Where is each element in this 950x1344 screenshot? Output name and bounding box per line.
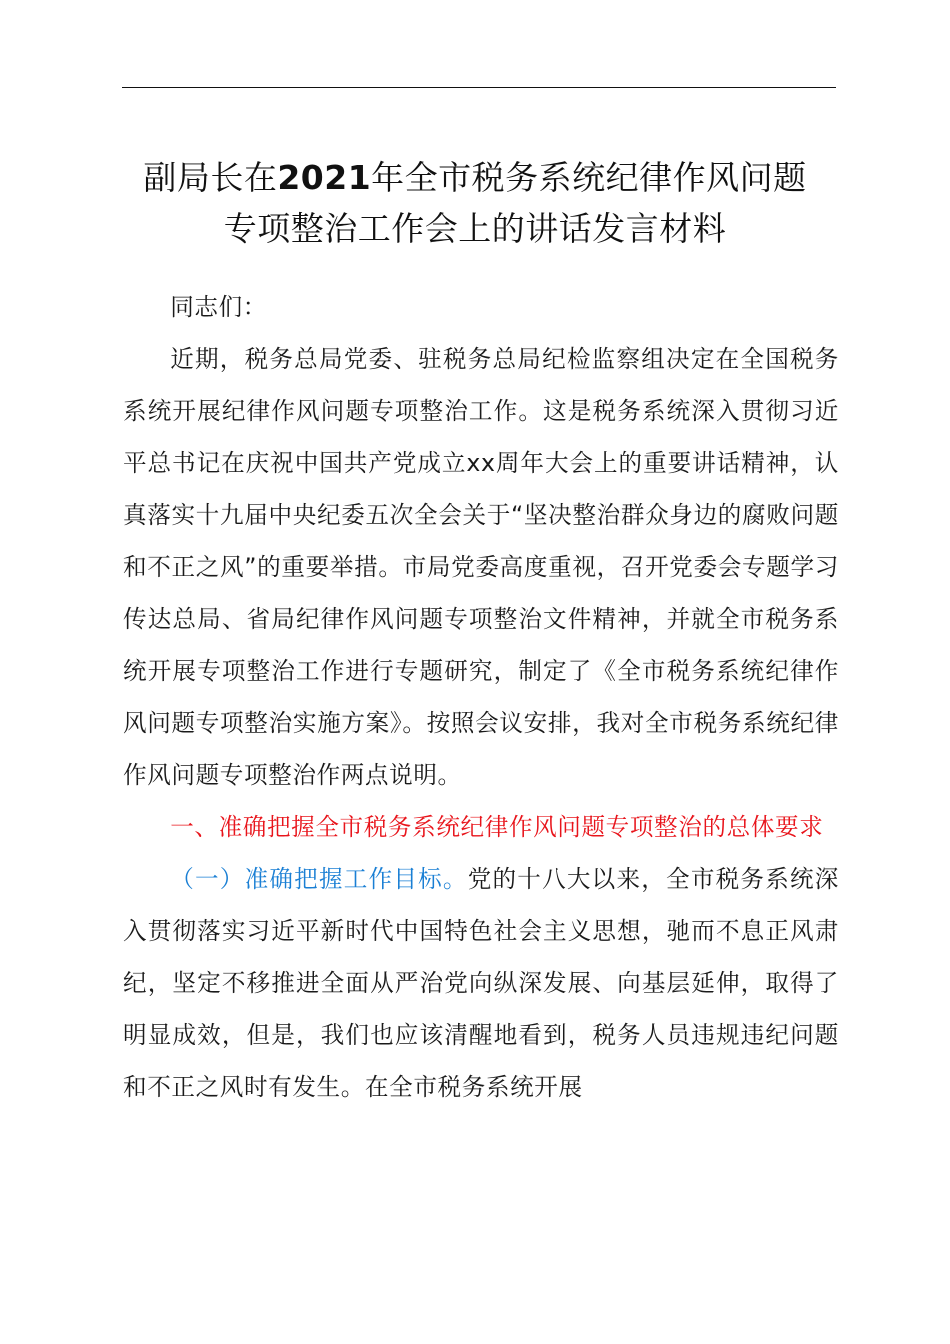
title-line1-post: 年全市税务系统纪律作风问题: [371, 158, 807, 197]
title-line1-pre: 副局长在: [143, 158, 278, 197]
subsection-heading: （一）准确把握工作目标。: [170, 865, 468, 893]
section-heading: 一、准确把握全市税务系统纪律作风问题专项整治的总体要求: [170, 813, 824, 841]
subsection-text: 党的十八大以来，全市税务系统深入贯彻落实习近平新时代中国特色社会主义思想，驰而不息正风肃纪，坚定不移推进全面从严治党向纵深发展、向基层延伸，取得了明显成效，但是，我们也应该清醒地看到，税务人员违规违纪问题和不正之风时有发生。在全市税务系统开展: [123, 865, 839, 1101]
paragraph-subsection: [123, 853, 839, 1113]
document-title: [100, 152, 850, 254]
paragraph-intro: 近期，税务总局党委、驻税务总局纪检监察组决定在全国税务系统开展纪律作风问题专项整治工作。这是税务系统深入贯彻习近平总书记在庆祝中国共产党成立xx周年大会上的重要讲话精神，认真落实十九届中央纪委五次全会关于“坚决整治群众身边的腐败问题和不正之风”的重要举措。市局党委高度重视，召开党委会专题学习传达总局、省局纪律作风问题专项整治文件精神，并就全市税务系统开展专项整治工作进行专题研究，制定了《全市税务系统纪律作风问题专项整治实施方案》。按照会议安排，我对全市税务系统纪律作风问题专项整治作两点说明。: [123, 345, 839, 789]
header-rule: [122, 87, 836, 88]
title-line2: 专项整治工作会上的讲话发言材料: [223, 209, 727, 248]
title-year: 2021: [277, 158, 372, 197]
document-body: [123, 281, 839, 1113]
salutation: 同志们：: [170, 293, 267, 321]
